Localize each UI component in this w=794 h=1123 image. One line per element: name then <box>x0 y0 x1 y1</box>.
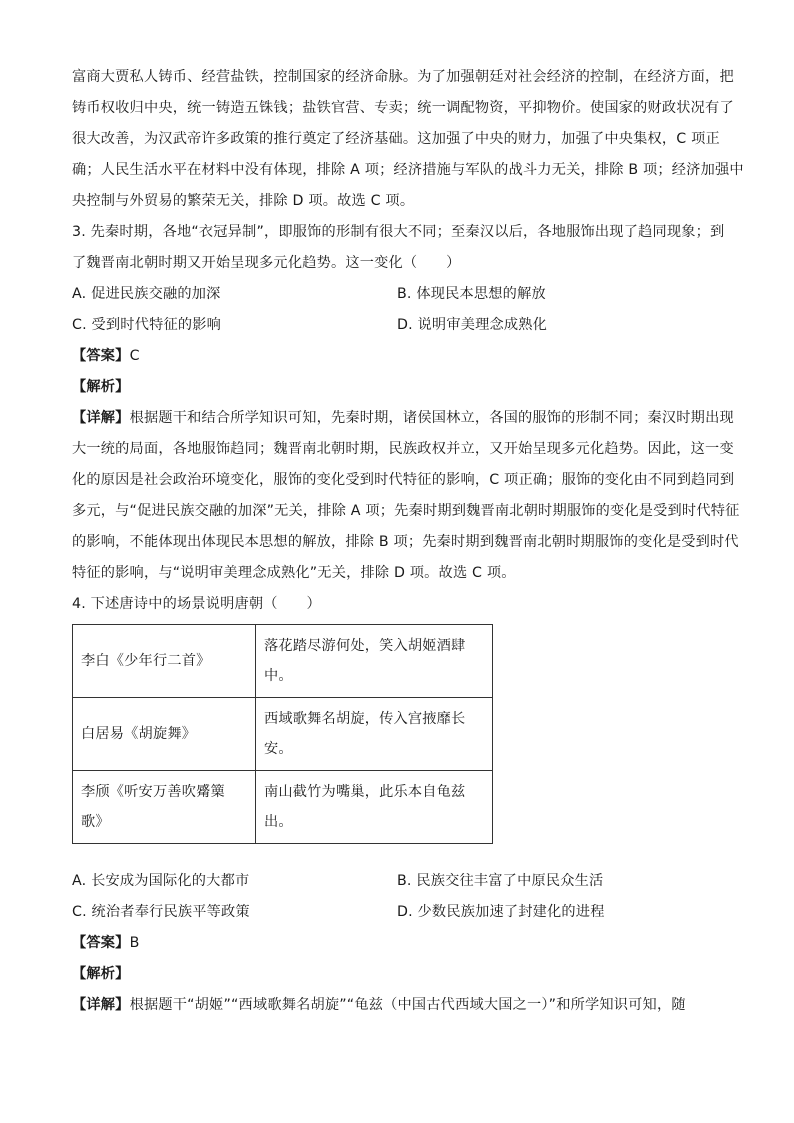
answer-line <box>72 928 724 959</box>
option-d: D. 少数民族加速了封建化的进程 <box>397 904 605 920</box>
table-row <box>73 698 493 771</box>
detail-tag: 【详解】 <box>72 410 130 426</box>
q2-analysis-continuation <box>72 62 744 217</box>
answer-tag: 【答案】 <box>72 935 130 951</box>
option-b: B. 体现民本思想的解放 <box>397 286 546 302</box>
question-stem-line: 了魏晋南北朝时期又开始呈现多元化趋势。这一变化（ ） <box>72 255 461 271</box>
answer-line <box>72 341 724 372</box>
poem-verse-cell <box>256 771 493 844</box>
poem-author: 李白《少年行二首》 <box>81 653 211 669</box>
option-d: D. 说明审美理念成熟化 <box>397 317 548 333</box>
text-line: 铸币权收归中央，统一铸造五铢钱；盐铁官营、专卖；统一调配物资，平抑物价。使国家的财政状况有了 <box>72 100 734 116</box>
options-row <box>72 310 724 341</box>
option-c: C. 受到时代特征的影响 <box>72 317 222 333</box>
answer-value: C <box>129 348 140 364</box>
analysis-tag: 【解析】 <box>72 966 130 982</box>
poem-author: 白居易《胡旋舞》 <box>81 726 197 742</box>
detail-line: 化的原因是社会政治环境变化，服饰的变化受到时代特征的影响，C 项正确；服饰的变化由不同到趋同到 <box>72 472 735 488</box>
question-3 <box>72 217 740 589</box>
text-line: 央控制与外贸易的繁荣无关，排除 D 项。故选 C 项。 <box>72 193 415 209</box>
verse-line: 西域歌舞名胡旋，传入宫掖靡长 <box>264 711 466 727</box>
poem-author-cell <box>73 698 256 771</box>
detail-line <box>72 990 724 1021</box>
table-row <box>73 771 493 844</box>
options-row <box>72 866 724 897</box>
detail-text: 根据题干“胡姬”“西域歌舞名胡旋”“龟兹（中国古代西域大国之一）”和所学知识可知，随 <box>129 997 686 1013</box>
document-page <box>72 62 744 1021</box>
answer-tag: 【答案】 <box>72 348 130 364</box>
poem-author: 李颀《听安万善吹觱篥 <box>81 784 225 800</box>
detail-line: 大一统的局面，各地服饰趋同；魏晋南北朝时期，民族政权并立，又开始呈现多元化趋势。因此，这一变 <box>72 441 734 457</box>
text-line: 富商大贾私人铸币、经营盐铁，控制国家的经济命脉。为了加强朝廷对社会经济的控制，在经济方面，把 <box>72 69 734 85</box>
poem-author-cell <box>73 771 256 844</box>
text-line: 很大改善，为汉武帝许多政策的推行奠定了经济基础。这加强了中央的财力，加强了中央集权，C 项正 <box>72 131 720 147</box>
table-row <box>73 625 493 698</box>
question-stem-line: 4. 下述唐诗中的场景说明唐朝（ ） <box>72 596 321 612</box>
verse-line: 出。 <box>264 814 293 830</box>
question-stem-line: 3. 先秦时期，各地“衣冠异制”，即服饰的形制有很大不同；至秦汉以后，各地服饰出现了趋同现象；到 <box>72 224 725 240</box>
verse-line: 安。 <box>264 741 293 757</box>
verse-line: 南山截竹为嘴巢，此乐本自龟兹 <box>264 784 466 800</box>
text-line: 确；人民生活水平在材料中没有体现，排除 A 项；经济措施与军队的战斗力无关，排除 B 项；经济加强中 <box>72 162 744 178</box>
options-row <box>72 897 724 928</box>
detail-text: 根据题干和结合所学知识可知，先秦时期，诸侯国林立，各国的服饰的形制不同；秦汉时期出现 <box>129 410 734 426</box>
option-a: A. 促进民族交融的加深 <box>72 286 221 302</box>
poem-table <box>72 624 493 844</box>
detail-line: 特征的影响，与“说明审美理念成熟化”无关，排除 D 项。故选 C 项。 <box>72 565 516 581</box>
verse-line: 落花踏尽游何处，笑入胡姬酒肆 <box>264 638 466 654</box>
poem-author: 歌》 <box>81 814 110 830</box>
detail-tag: 【详解】 <box>72 997 130 1013</box>
answer-value: B <box>129 935 140 951</box>
option-a: A. 长安成为国际化的大都市 <box>72 873 250 889</box>
option-b: B. 民族交往丰富了中原民众生活 <box>397 873 604 889</box>
poem-verse-cell <box>256 625 493 698</box>
poem-author-cell <box>73 625 256 698</box>
detail-line: 的影响，不能体现出体现民本思想的解放，排除 B 项；先秦时期到魏晋南北朝时期服饰的变化是受到时代 <box>72 534 739 550</box>
question-4 <box>72 589 724 1021</box>
analysis-tag: 【解析】 <box>72 379 130 395</box>
option-c: C. 统治者奉行民族平等政策 <box>72 904 250 920</box>
verse-line: 中。 <box>264 668 293 684</box>
detail-line: 多元，与“促进民族交融的加深”无关，排除 A 项；先秦时期到魏晋南北朝时期服饰的变化是受到时代特征 <box>72 503 740 519</box>
poem-verse-cell <box>256 698 493 771</box>
options-row <box>72 279 724 310</box>
detail-line <box>72 403 734 434</box>
